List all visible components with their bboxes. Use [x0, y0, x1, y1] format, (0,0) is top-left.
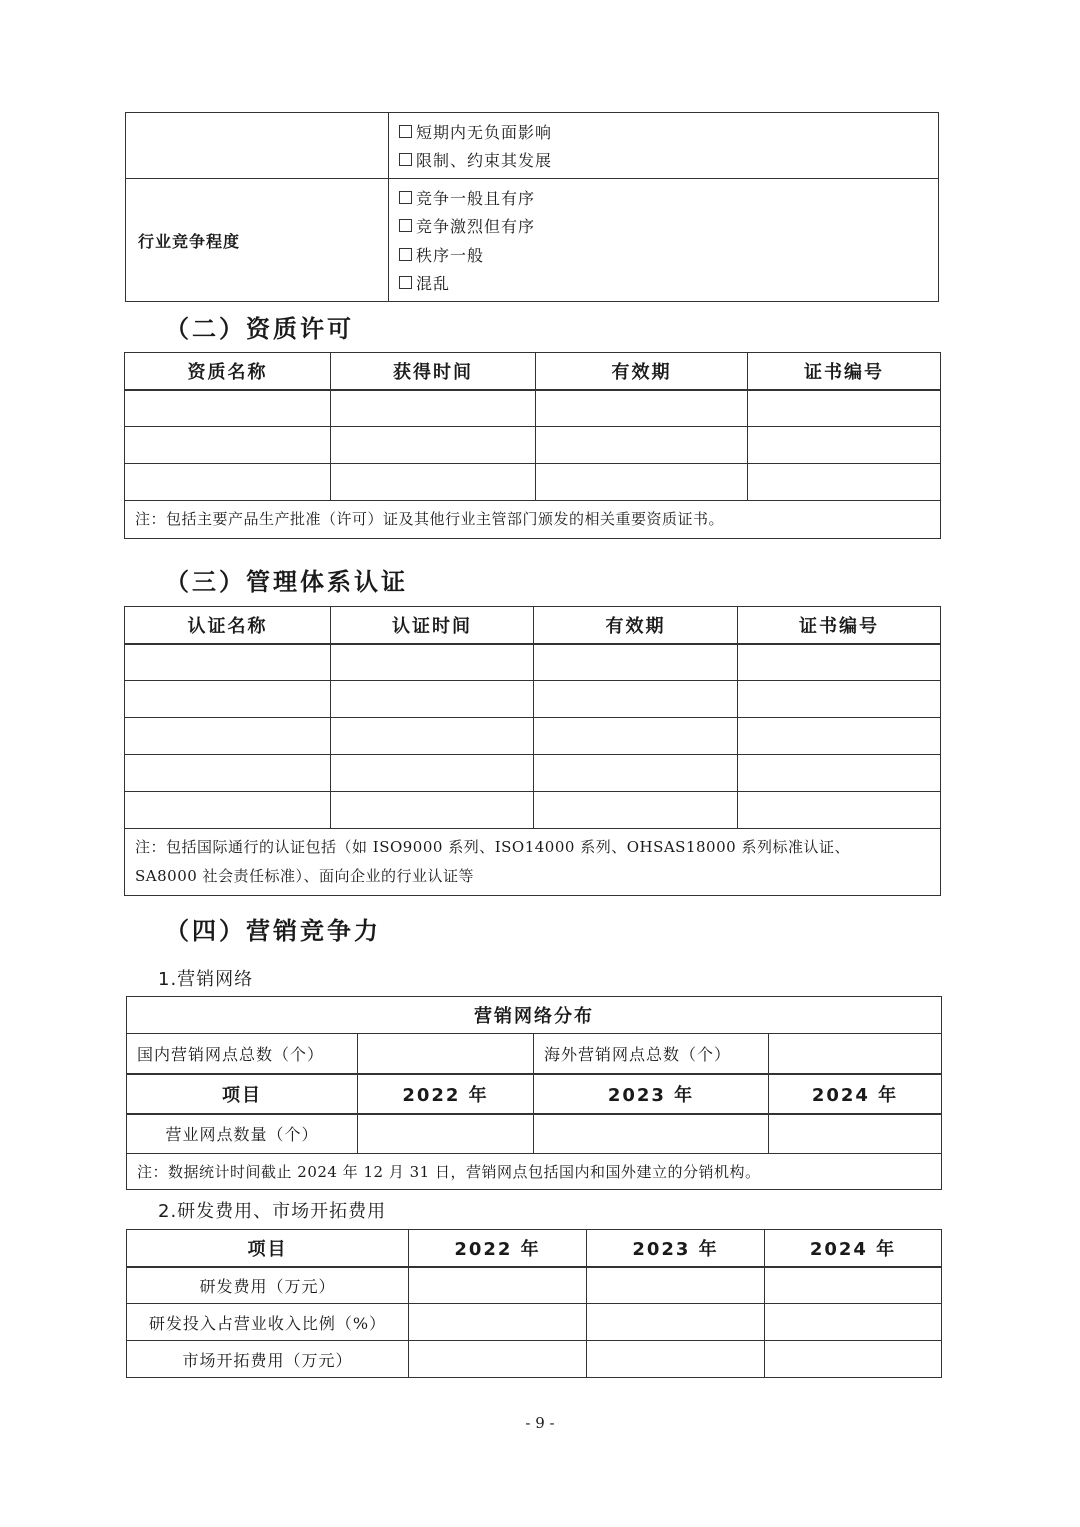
column-header: 证书编号: [738, 607, 941, 644]
table-cell[interactable]: [409, 1267, 587, 1304]
table-cell[interactable]: [536, 464, 748, 501]
table-cell[interactable]: [125, 792, 331, 829]
table-row: [127, 1304, 942, 1341]
column-header: 2023 年: [534, 1074, 769, 1114]
table-cell[interactable]: [534, 718, 738, 755]
row-label: 研发费用（万元）: [127, 1267, 409, 1304]
table-cell[interactable]: [331, 681, 534, 718]
section-title-marketing: （四）营销竞争力: [165, 917, 381, 945]
checkbox-option[interactable]: 秩序一般: [399, 240, 928, 269]
table-row: [125, 464, 941, 501]
table-cell[interactable]: [738, 718, 941, 755]
industry-competition-table: [125, 112, 939, 302]
column-header: 获得时间: [331, 353, 536, 390]
checkbox-icon[interactable]: [399, 219, 412, 232]
table-cell[interactable]: [331, 755, 534, 792]
table-cell[interactable]: [125, 681, 331, 718]
table-cell[interactable]: [534, 755, 738, 792]
table-note: 注：包括主要产品生产批准（许可）证及其他行业主管部门颁发的相关重要资质证书。: [125, 501, 941, 539]
section-title-qualification: （二）资质许可: [165, 315, 354, 343]
subsection-title-network: 1.营销网络: [158, 969, 254, 990]
column-header: 认证时间: [331, 607, 534, 644]
column-header: 资质名称: [125, 353, 331, 390]
table-row: [125, 718, 941, 755]
column-header: 项目: [127, 1074, 358, 1114]
table-cell[interactable]: [765, 1341, 942, 1378]
overseas-outlets-value[interactable]: [769, 1034, 942, 1074]
checkbox-icon[interactable]: [399, 191, 412, 204]
column-header: 认证名称: [125, 607, 331, 644]
qualification-table: [124, 352, 941, 539]
table-cell[interactable]: [331, 644, 534, 681]
outlets-count-label: 营业网点数量（个）: [127, 1114, 358, 1154]
column-header: 有效期: [534, 607, 738, 644]
table-note: [125, 829, 941, 896]
table-row: [127, 1267, 942, 1304]
domestic-outlets-value[interactable]: [358, 1034, 534, 1074]
table-cell[interactable]: [738, 681, 941, 718]
table-cell[interactable]: [748, 390, 941, 427]
table-cell[interactable]: [769, 1114, 942, 1154]
table-cell[interactable]: [738, 644, 941, 681]
table-note: 注：数据统计时间截止 2024 年 12 月 31 日，营销网点包括国内和国外建立的分销机构。: [127, 1154, 942, 1190]
checkbox-icon[interactable]: [399, 125, 412, 138]
table-cell[interactable]: [738, 792, 941, 829]
row-label: 研发投入占营业收入比例（%）: [127, 1304, 409, 1341]
table-cell[interactable]: [409, 1304, 587, 1341]
table-cell[interactable]: [536, 427, 748, 464]
table-cell[interactable]: [331, 390, 536, 427]
checkbox-icon[interactable]: [399, 276, 412, 289]
table-cell[interactable]: [765, 1304, 942, 1341]
table-cell[interactable]: [331, 792, 534, 829]
table-cell[interactable]: [409, 1341, 587, 1378]
column-header: 2024 年: [765, 1230, 942, 1267]
table-cell[interactable]: [331, 718, 534, 755]
overseas-outlets-label: 海外营销网点总数（个）: [534, 1034, 769, 1074]
table-cell[interactable]: [536, 390, 748, 427]
industry-competition-label: 行业竞争程度: [126, 179, 389, 302]
checkbox-option[interactable]: 竞争激烈但有序: [399, 212, 928, 241]
table-cell[interactable]: [331, 464, 536, 501]
table-row: [125, 427, 941, 464]
table-cell[interactable]: [738, 755, 941, 792]
table-row: [125, 390, 941, 427]
industry-impact-label-cell: [126, 113, 389, 179]
column-header: 2022 年: [358, 1074, 534, 1114]
domestic-outlets-label: 国内营销网点总数（个）: [127, 1034, 358, 1074]
checkbox-option[interactable]: 短期内无负面影响: [399, 117, 928, 146]
note-line: SA8000 社会责任标准）、面向企业的行业认证等: [135, 867, 475, 885]
checkbox-option[interactable]: 混乱: [399, 269, 928, 298]
table-cell[interactable]: [587, 1341, 765, 1378]
marketing-network-table: [126, 996, 942, 1190]
network-table-title: 营销网络分布: [127, 997, 942, 1034]
table-cell[interactable]: [587, 1304, 765, 1341]
column-header: 2024 年: [769, 1074, 942, 1114]
column-header: 项目: [127, 1230, 409, 1267]
table-cell[interactable]: [125, 464, 331, 501]
table-cell[interactable]: [534, 792, 738, 829]
table-cell[interactable]: [534, 1114, 769, 1154]
checkbox-option[interactable]: 竞争一般且有序: [399, 183, 928, 212]
industry-impact-options: [389, 113, 939, 179]
table-cell[interactable]: [765, 1267, 942, 1304]
table-cell[interactable]: [125, 390, 331, 427]
checkbox-icon[interactable]: [399, 153, 412, 166]
section-title-certification: （三）管理体系认证: [165, 568, 408, 596]
table-row: [127, 1341, 942, 1378]
note-line: 注：包括国际通行的认证包括（如 ISO9000 系列、ISO14000 系列、OHSAS18000 系列标准认证、: [135, 838, 850, 856]
table-cell[interactable]: [358, 1114, 534, 1154]
table-cell[interactable]: [587, 1267, 765, 1304]
table-row: [125, 755, 941, 792]
column-header: 证书编号: [748, 353, 941, 390]
table-row: [125, 644, 941, 681]
column-header: 有效期: [536, 353, 748, 390]
checkbox-option[interactable]: 限制、约束其发展: [399, 146, 928, 175]
table-cell[interactable]: [748, 464, 941, 501]
industry-competition-options: [389, 179, 939, 302]
column-header: 2023 年: [587, 1230, 765, 1267]
table-cell[interactable]: [125, 755, 331, 792]
page-number: - 9 -: [525, 1414, 555, 1432]
rd-expense-table: [126, 1229, 942, 1378]
column-header: 2022 年: [409, 1230, 587, 1267]
table-row: [125, 792, 941, 829]
table-cell[interactable]: [534, 644, 738, 681]
table-cell[interactable]: [748, 427, 941, 464]
checkbox-icon[interactable]: [399, 248, 412, 261]
table-cell[interactable]: [534, 681, 738, 718]
row-label: 市场开拓费用（万元）: [127, 1341, 409, 1378]
subsection-title-rd: 2.研发费用、市场开拓费用: [158, 1201, 387, 1222]
table-cell[interactable]: [125, 427, 331, 464]
table-cell[interactable]: [331, 427, 536, 464]
certification-table: [124, 606, 941, 896]
table-cell[interactable]: [125, 718, 331, 755]
table-cell[interactable]: [125, 644, 331, 681]
table-row: [125, 681, 941, 718]
